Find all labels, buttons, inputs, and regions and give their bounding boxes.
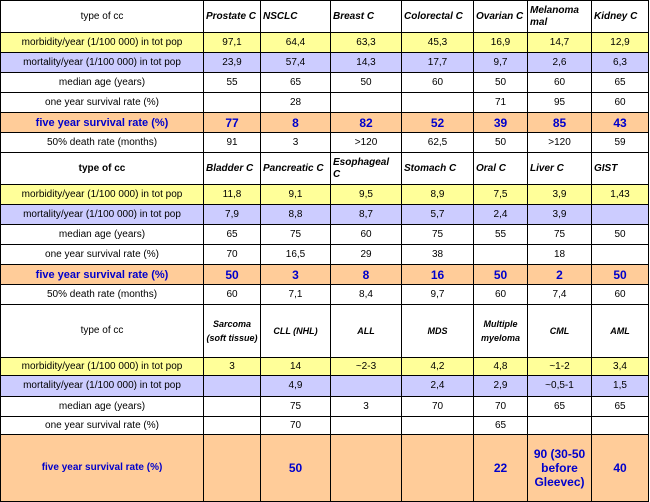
five-year-survival-row [1,265,649,285]
value-cell: 65 [592,397,649,417]
row-label: five year survival rate (%) [1,435,204,502]
row-label: median age (years) [1,225,204,245]
value-cell: 3 [331,397,402,417]
cancer-type-header: Kidney C [592,1,649,33]
value-cell [331,435,402,502]
value-cell: 52 [402,113,474,133]
value-cell: 65 [592,73,649,93]
value-cell: 29 [331,245,402,265]
value-cell: 70 [261,417,331,435]
cancer-type-header: Breast C [331,1,402,33]
value-cell: 75 [261,225,331,245]
value-cell: 6,3 [592,53,649,73]
value-cell: 55 [204,73,261,93]
value-cell: 71 [474,93,528,113]
row-label: morbidity/year (1/100 000) in tot pop [1,185,204,205]
row-label: median age (years) [1,73,204,93]
row-label: morbidity/year (1/100 000) in tot pop [1,358,204,376]
value-cell: 95 [528,93,592,113]
value-cell: 16,5 [261,245,331,265]
death-rate-row [1,133,649,153]
median-age-row [1,225,649,245]
value-cell: 17,7 [402,53,474,73]
value-cell [592,417,649,435]
section-header-row [1,1,649,33]
value-cell: 91 [204,133,261,153]
value-cell: 2,4 [402,376,474,397]
value-cell: 65 [474,417,528,435]
value-cell: 60 [592,285,649,305]
cancer-type-header: CLL (NHL) [261,305,331,358]
value-cell: 75 [261,397,331,417]
value-cell [402,417,474,435]
value-cell: 50 [331,73,402,93]
value-cell [204,397,261,417]
cancer-type-header: CML [528,305,592,358]
value-cell: 23,9 [204,53,261,73]
value-cell [331,417,402,435]
value-cell [331,376,402,397]
cancer-type-header: AML [592,305,649,358]
cancer-type-header: Bladder C [204,153,261,185]
value-cell [528,417,592,435]
five-year-survival-row [1,435,649,502]
value-cell: 62,5 [402,133,474,153]
value-cell: ~0,5-1 [528,376,592,397]
row-label: five year survival rate (%) [1,265,204,285]
value-cell: 16,9 [474,33,528,53]
value-cell: 65 [528,397,592,417]
value-cell: 50 [204,265,261,285]
value-cell: 50 [592,265,649,285]
value-cell: 50 [261,435,331,502]
value-cell: 3 [261,265,331,285]
value-cell: 77 [204,113,261,133]
row-label: 50% death rate (months) [1,285,204,305]
morbidity-row [1,358,649,376]
value-cell: 22 [474,435,528,502]
row-label: five year survival rate (%) [1,113,204,133]
type-of-cc-label: type of cc [1,305,204,358]
value-cell: 60 [331,225,402,245]
value-cell: 8,4 [331,285,402,305]
value-cell: 60 [474,285,528,305]
row-label: mortality/year (1/100 000) in tot pop [1,376,204,397]
value-cell [204,376,261,397]
value-cell: 70 [402,397,474,417]
mortality-row [1,53,649,73]
row-label: median age (years) [1,397,204,417]
value-cell: 43 [592,113,649,133]
value-cell: >120 [331,133,402,153]
row-label: mortality/year (1/100 000) in tot pop [1,205,204,225]
value-cell: 2,6 [528,53,592,73]
row-label: one year survival rate (%) [1,93,204,113]
cancer-type-header: Esophageal C [331,153,402,185]
value-cell: 59 [592,133,649,153]
value-cell: 3 [261,133,331,153]
cancer-type-header: Colorectal C [402,1,474,33]
row-label: mortality/year (1/100 000) in tot pop [1,53,204,73]
cancer-type-header: Sarcoma (soft tissue) [204,305,261,358]
value-cell: 4,8 [474,358,528,376]
value-cell: 4,9 [261,376,331,397]
row-label: one year survival rate (%) [1,245,204,265]
value-cell: 7,4 [528,285,592,305]
value-cell: 45,3 [402,33,474,53]
value-cell: 55 [474,225,528,245]
value-cell: ~2-3 [331,358,402,376]
value-cell: 97,1 [204,33,261,53]
row-label: one year survival rate (%) [1,417,204,435]
value-cell: 9,5 [331,185,402,205]
cancer-type-header: Oral C [474,153,528,185]
value-cell: 70 [204,245,261,265]
value-cell: 8 [331,265,402,285]
value-cell [592,205,649,225]
value-cell: 3,4 [592,358,649,376]
death-rate-row [1,285,649,305]
value-cell: 2,4 [474,205,528,225]
value-cell: 60 [204,285,261,305]
one-year-survival-row [1,93,649,113]
value-cell [402,435,474,502]
value-cell: 65 [204,225,261,245]
value-cell: 8,8 [261,205,331,225]
morbidity-row [1,185,649,205]
mortality-row [1,205,649,225]
value-cell: 39 [474,113,528,133]
value-cell: 9,7 [474,53,528,73]
value-cell: 16 [402,265,474,285]
value-cell: 70 [474,397,528,417]
type-of-cc-label: type of cc [1,153,204,185]
value-cell: 2,9 [474,376,528,397]
row-label: morbidity/year (1/100 000) in tot pop [1,33,204,53]
cancer-type-header: Melanoma mal [528,1,592,33]
row-label: 50% death rate (months) [1,133,204,153]
value-cell: 60 [528,73,592,93]
value-cell: 50 [474,73,528,93]
value-cell: 38 [402,245,474,265]
value-cell [474,245,528,265]
value-cell: 50 [474,265,528,285]
cancer-type-header: Multiple myeloma [474,305,528,358]
value-cell: 64,4 [261,33,331,53]
value-cell: 8 [261,113,331,133]
value-cell: 50 [474,133,528,153]
cancer-type-header: NSCLC [261,1,331,33]
value-cell: 9,7 [402,285,474,305]
cancer-type-header: Stomach C [402,153,474,185]
mortality-row [1,376,649,397]
value-cell [592,245,649,265]
value-cell: ~1-2 [528,358,592,376]
value-cell: 11,8 [204,185,261,205]
cancer-type-header: GIST [592,153,649,185]
value-cell: 57,4 [261,53,331,73]
value-cell: 1,43 [592,185,649,205]
type-of-cc-label: type of cc [1,1,204,33]
value-cell: 4,2 [402,358,474,376]
cancer-type-header: Pancreatic C [261,153,331,185]
median-age-row [1,73,649,93]
value-cell [402,93,474,113]
value-cell: 12,9 [592,33,649,53]
value-cell [204,435,261,502]
value-cell: 82 [331,113,402,133]
value-cell: 60 [402,73,474,93]
value-cell: 90 (30-50 before Gleevec) [528,435,592,502]
value-cell: 1,5 [592,376,649,397]
value-cell: 50 [592,225,649,245]
value-cell: 14 [261,358,331,376]
value-cell: 7,9 [204,205,261,225]
value-cell: 63,3 [331,33,402,53]
cancer-type-header: MDS [402,305,474,358]
section-header-row [1,305,649,358]
value-cell: 60 [592,93,649,113]
value-cell: 14,3 [331,53,402,73]
value-cell [331,93,402,113]
five-year-survival-row [1,113,649,133]
value-cell: 65 [261,73,331,93]
value-cell: 2 [528,265,592,285]
value-cell: 18 [528,245,592,265]
cancer-type-header: Liver C [528,153,592,185]
median-age-row [1,397,649,417]
value-cell: 5,7 [402,205,474,225]
cancer-type-header: Prostate C [204,1,261,33]
morbidity-row [1,33,649,53]
value-cell: 8,9 [402,185,474,205]
value-cell: 75 [528,225,592,245]
value-cell: 3 [204,358,261,376]
one-year-survival-row [1,245,649,265]
value-cell: 40 [592,435,649,502]
value-cell [204,93,261,113]
cancer-type-header: Ovarian C [474,1,528,33]
value-cell: 14,7 [528,33,592,53]
value-cell [204,417,261,435]
section-header-row [1,153,649,185]
value-cell: 85 [528,113,592,133]
value-cell: 8,7 [331,205,402,225]
value-cell: 3,9 [528,185,592,205]
value-cell: 3,9 [528,205,592,225]
value-cell: 7,5 [474,185,528,205]
value-cell: 9,1 [261,185,331,205]
cancer-type-header: ALL [331,305,402,358]
value-cell: 28 [261,93,331,113]
value-cell: >120 [528,133,592,153]
value-cell: 7,1 [261,285,331,305]
one-year-survival-row [1,417,649,435]
value-cell: 75 [402,225,474,245]
